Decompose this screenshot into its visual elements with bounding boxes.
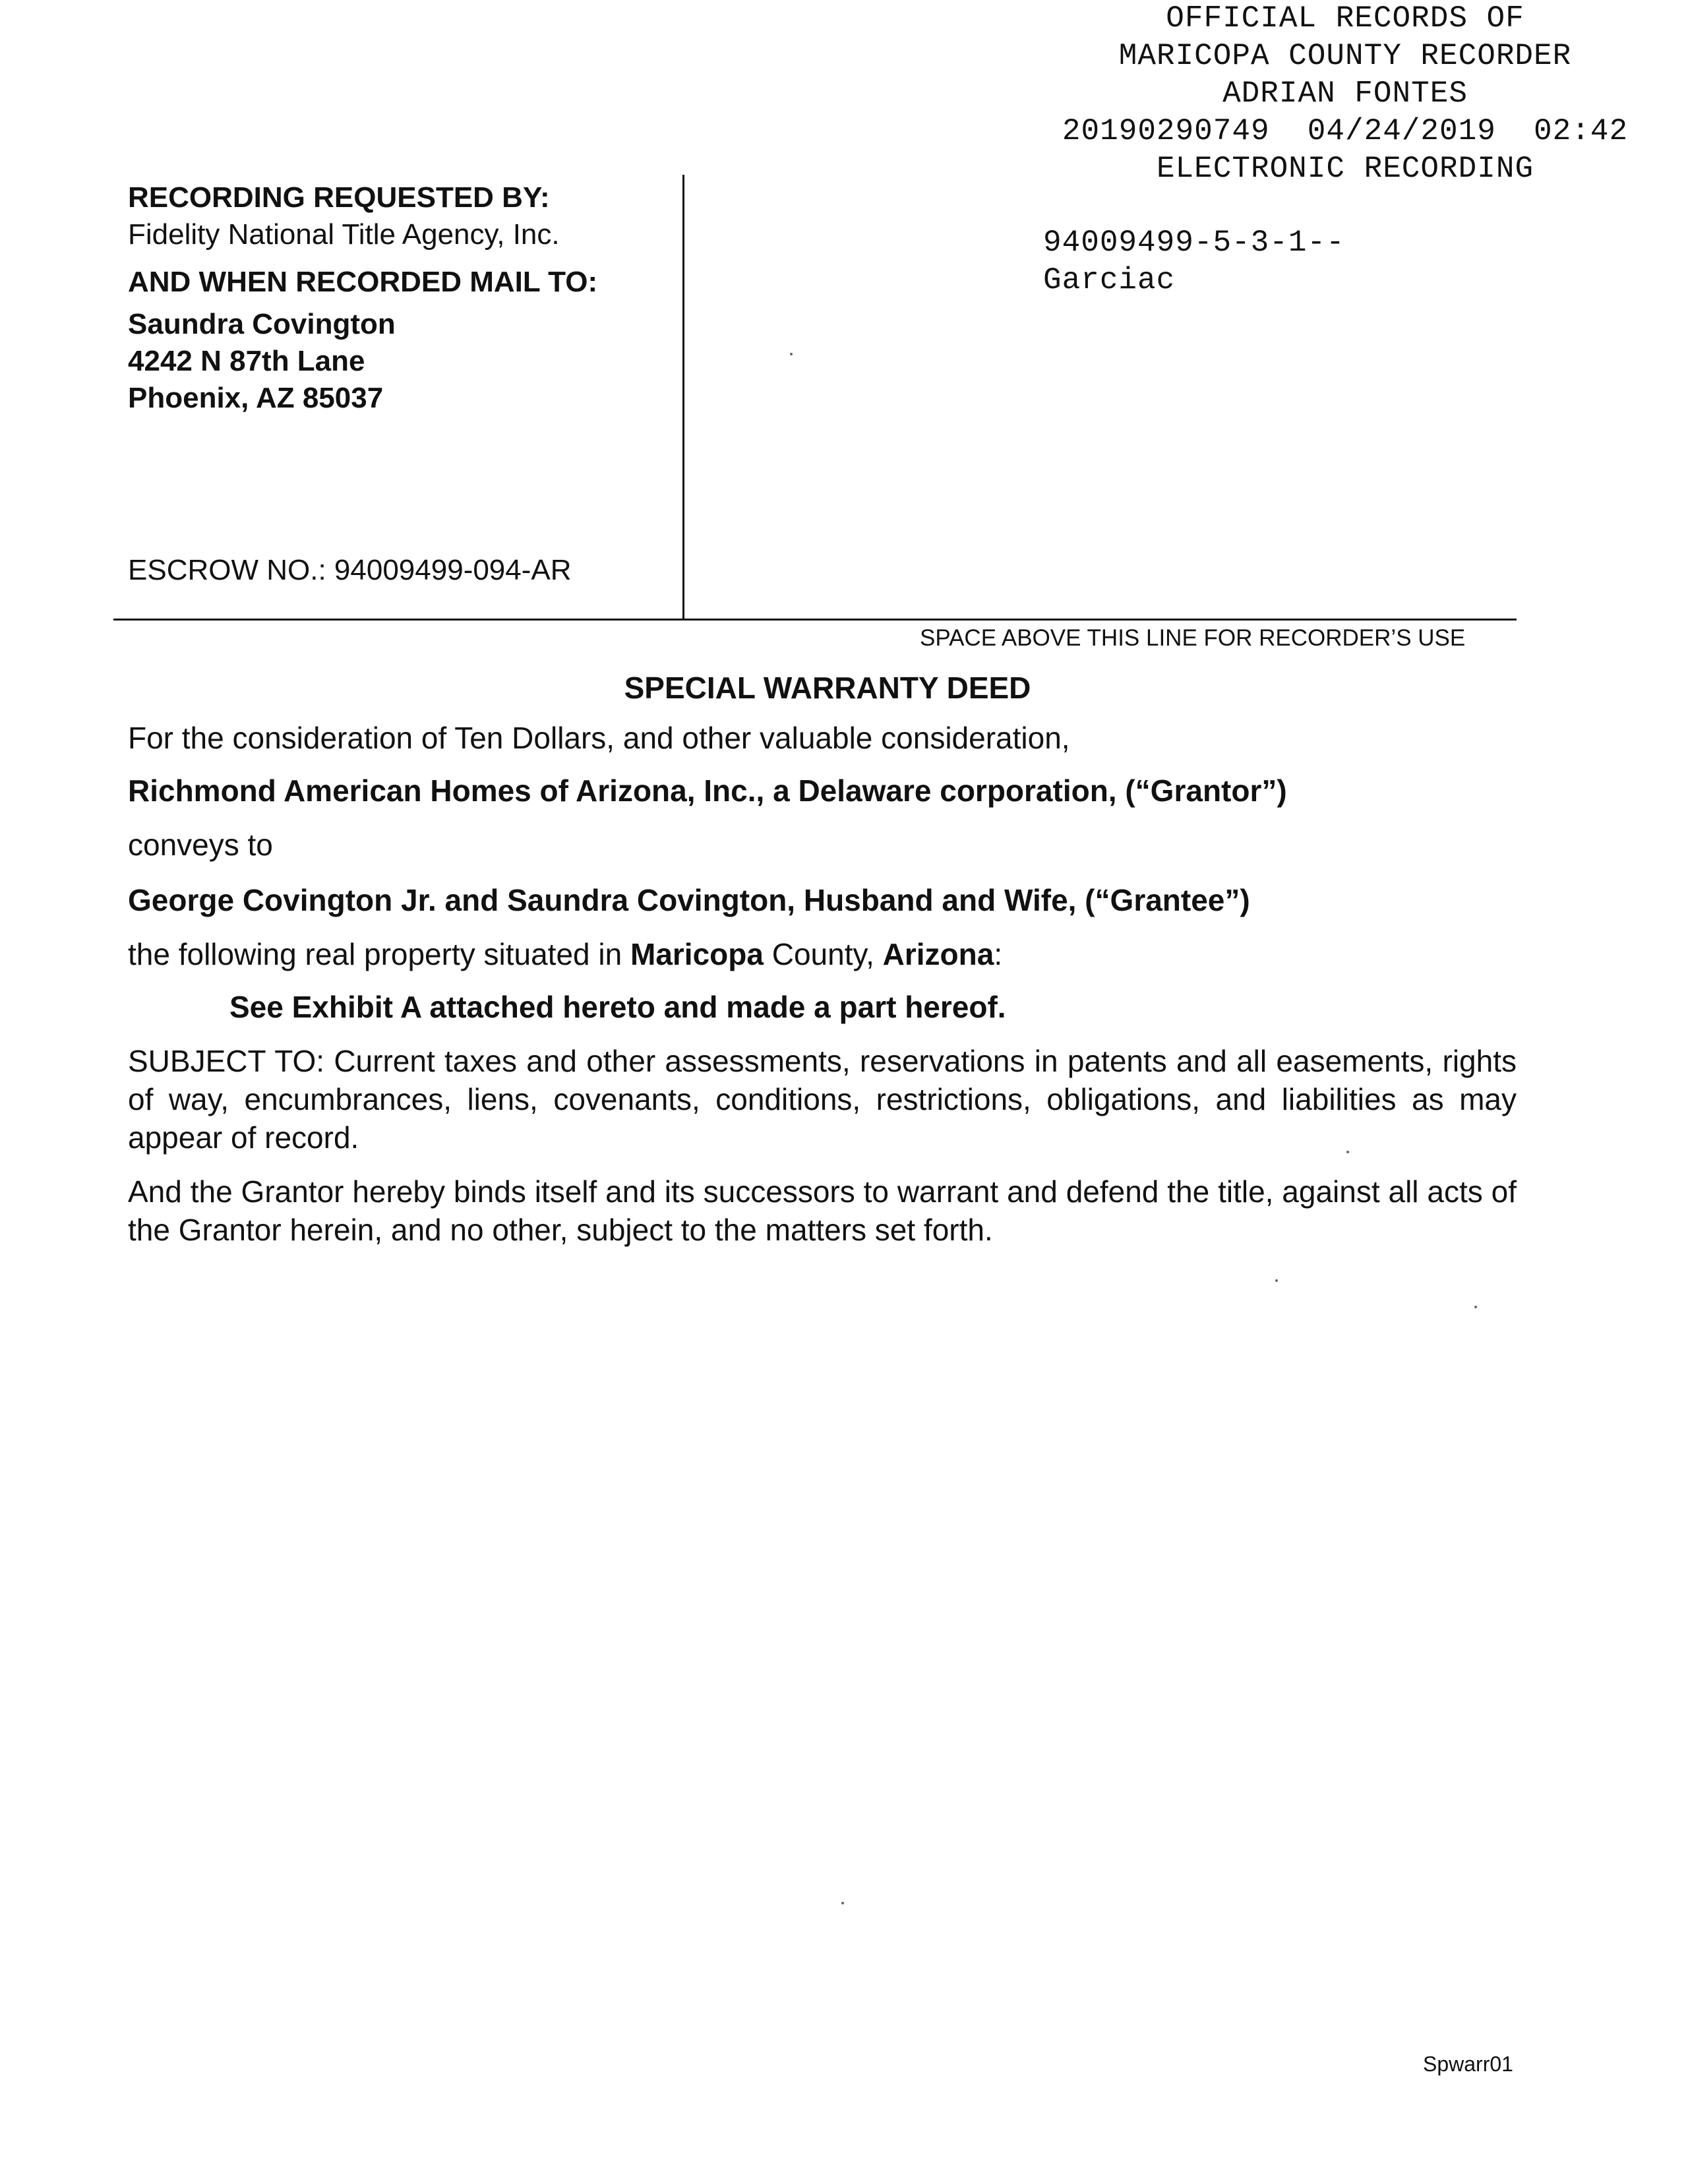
form-code: Spwarr01: [1423, 2052, 1513, 2076]
clerk-name: Garciac: [1043, 263, 1176, 297]
stamp-line-3: ADRIAN FONTES: [1222, 76, 1468, 111]
county-name: Maricopa: [630, 937, 764, 971]
county-word: County,: [771, 937, 874, 971]
stamp-line-2: MARICOPA COUNTY RECORDER: [1118, 39, 1572, 73]
conveys-clause: conveys to: [128, 828, 273, 862]
escrow-line: [128, 554, 572, 587]
recorder-stamp: [1015, 0, 1675, 188]
situated-prefix: the following real property situated in: [128, 937, 622, 971]
record-number: 20190290749: [1062, 114, 1270, 148]
recorder-space-divider: [113, 619, 1517, 621]
recording-info-block: [128, 179, 597, 417]
record-time: 02:42: [1534, 114, 1629, 148]
requested-by-label: RECORDING REQUESTED BY:: [128, 181, 550, 214]
scan-speck: [1346, 1151, 1349, 1153]
escrow-number: 94009499-094-AR: [334, 554, 572, 586]
grantee-clause: George Covington Jr. and Saundra Covington, Husband and Wife, (“Grantee”): [128, 883, 1250, 917]
grantor-clause: Richmond American Homes of Arizona, Inc., a Delaware corporation, (“Grantor”): [128, 774, 1287, 808]
scan-speck: [1275, 1279, 1278, 1282]
exhibit-reference: See Exhibit A attached hereto and made a part hereof.: [229, 990, 1006, 1024]
stamp-record-line: [1015, 113, 1675, 150]
stamp-line-1: OFFICIAL RECORDS OF: [1166, 1, 1524, 36]
doc-code: 94009499-5-3-1--: [1043, 226, 1345, 260]
state-name: Arizona: [882, 937, 994, 971]
record-date: 04/24/2019: [1307, 114, 1496, 148]
situated-suffix: :: [994, 937, 1003, 971]
consideration-clause: For the consideration of Ten Dollars, and other valuable consideration,: [128, 721, 1070, 755]
deed-title: SPECIAL WARRANTY DEED: [624, 671, 1031, 705]
document-code-block: [1043, 224, 1345, 299]
property-location-clause: [128, 935, 1517, 973]
scan-speck: [841, 1902, 844, 1904]
subject-to-clause: SUBJECT TO: Current taxes and other assessments, reservations in patents and all easements, rights of way, encumbrances, liens, covenants, conditions, restrictions, obligations, and liabilities as may appear of record.: [128, 1044, 1517, 1155]
mail-to-name: Saundra Covington: [128, 308, 396, 340]
header-vertical-divider: [682, 175, 684, 621]
mail-to-street: 4242 N 87th Lane: [128, 345, 365, 377]
warranty-clause: And the Grantor hereby binds itself and its successors to warrant and defend the title, against all acts of the Grantor herein, and no other, subject to the matters set forth.: [128, 1174, 1517, 1247]
requested-by-value: Fidelity National Title Agency, Inc.: [128, 218, 560, 251]
recorder-space-note: SPACE ABOVE THIS LINE FOR RECORDER’S USE: [920, 625, 1466, 651]
scan-speck: [1474, 1306, 1477, 1308]
mail-to-city: Phoenix, AZ 85037: [128, 382, 384, 414]
escrow-label: ESCROW NO.:: [128, 554, 326, 586]
mail-to-label: AND WHEN RECORDED MAIL TO:: [128, 266, 598, 298]
scan-speck: [790, 353, 793, 355]
recording-type: ELECTRONIC RECORDING: [1156, 152, 1534, 186]
